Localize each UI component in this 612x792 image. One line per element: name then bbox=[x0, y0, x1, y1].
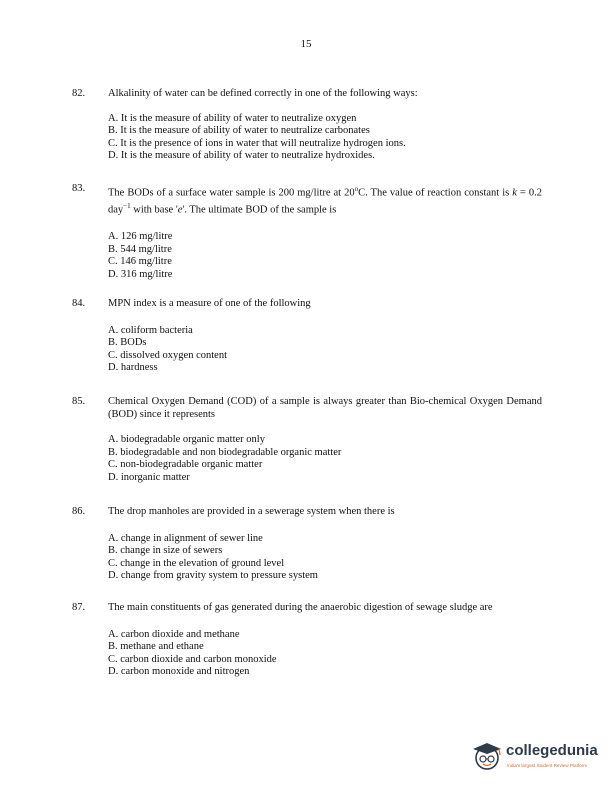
question-86 bbox=[72, 506, 542, 583]
text-part: with base ' bbox=[130, 204, 178, 216]
option-a: A. 126 mg/litre bbox=[108, 231, 173, 242]
option-c: C. carbon dioxide and carbon monoxide bbox=[108, 653, 277, 665]
option-b: B. methane and ethane bbox=[108, 641, 204, 652]
option-d: D. It is the measure of ability of water to neutralize hydroxides. bbox=[108, 150, 375, 161]
option-d: D. change from gravity system to pressure system bbox=[108, 570, 318, 581]
option-list bbox=[108, 434, 542, 484]
question-number: 82. bbox=[72, 88, 86, 99]
question-text: MPN index is a measure of one of the following bbox=[108, 298, 311, 309]
page-number: 15 bbox=[300, 38, 312, 50]
text-part: = 0.2 day bbox=[108, 187, 542, 216]
logo-tagline: India's largest Student Review Platform bbox=[507, 763, 588, 768]
logo-wordmark: collegedunia bbox=[506, 742, 598, 759]
question-number: 83. bbox=[72, 183, 86, 194]
question-number: 86. bbox=[72, 506, 86, 517]
option-b: B. biodegradable and non biodegradable organic matter bbox=[108, 446, 342, 458]
question-87 bbox=[72, 602, 542, 679]
option-list bbox=[108, 231, 542, 281]
option-list bbox=[108, 325, 542, 375]
text-part: The BODs of a surface water sample is 200 mg/litre at 20 bbox=[108, 187, 355, 199]
option-b: B. change in size of sewers bbox=[108, 545, 223, 556]
option-a: A. change in alignment of sewer line bbox=[108, 532, 263, 544]
question-text: The main constituents of gas generated during the anaerobic digestion of sewage sludge are bbox=[108, 602, 493, 613]
text-part: C. The value of reaction constant is bbox=[358, 187, 513, 199]
option-a: A. It is the measure of ability of water to neutralize oxygen bbox=[108, 112, 357, 124]
question-text: Alkalinity of water can be defined correctly in one of the following ways: bbox=[108, 88, 418, 99]
graduate-mascot-icon bbox=[470, 739, 504, 773]
option-c: C. non-biodegradable organic matter bbox=[108, 459, 263, 470]
option-c: C. 146 mg/litre bbox=[108, 256, 172, 267]
collegedunia-logo bbox=[470, 737, 608, 777]
question-text bbox=[108, 183, 542, 217]
degree-sign: o bbox=[354, 185, 359, 193]
rate-constant-symbol: k bbox=[512, 187, 517, 199]
option-c: C. change in the elevation of ground level bbox=[108, 557, 285, 569]
question-text: Chemical Oxygen Demand (COD) of a sample is always greater than Bio-chemical Oxygen Demand (BOD) since it represents bbox=[108, 396, 542, 420]
option-list bbox=[108, 629, 542, 679]
option-d: D. inorganic matter bbox=[108, 471, 190, 483]
question-85 bbox=[72, 396, 542, 484]
option-list bbox=[108, 533, 542, 583]
option-c: C. It is the presence of ions in water that will neutralize hydrogen ions. bbox=[108, 137, 406, 149]
option-b: B. It is the measure of ability of water to neutralize carbonates bbox=[108, 125, 370, 136]
option-d: D. 316 mg/litre bbox=[108, 268, 173, 280]
option-c: C. dissolved oxygen content bbox=[108, 349, 227, 361]
question-number: 87. bbox=[72, 602, 86, 613]
option-b: B. BODs bbox=[108, 337, 147, 348]
option-d: D. hardness bbox=[108, 362, 158, 373]
text-part: '. The ultimate BOD of the sample is bbox=[182, 204, 337, 216]
option-d: D. carbon monoxide and nitrogen bbox=[108, 666, 250, 677]
option-b: B. 544 mg/litre bbox=[108, 243, 172, 255]
question-84 bbox=[72, 298, 542, 375]
exponent: −1 bbox=[123, 202, 131, 210]
question-number: 84. bbox=[72, 298, 86, 309]
question-number: 85. bbox=[72, 396, 86, 407]
base-symbol: e bbox=[177, 204, 183, 216]
option-a: A. carbon dioxide and methane bbox=[108, 628, 240, 640]
option-a: A. biodegradable organic matter only bbox=[108, 434, 265, 445]
option-list bbox=[108, 113, 542, 163]
option-a: A. coliform bacteria bbox=[108, 324, 193, 336]
question-82 bbox=[72, 88, 542, 163]
question-83 bbox=[72, 183, 542, 281]
question-text: The drop manholes are provided in a sewerage system when there is bbox=[108, 506, 395, 517]
